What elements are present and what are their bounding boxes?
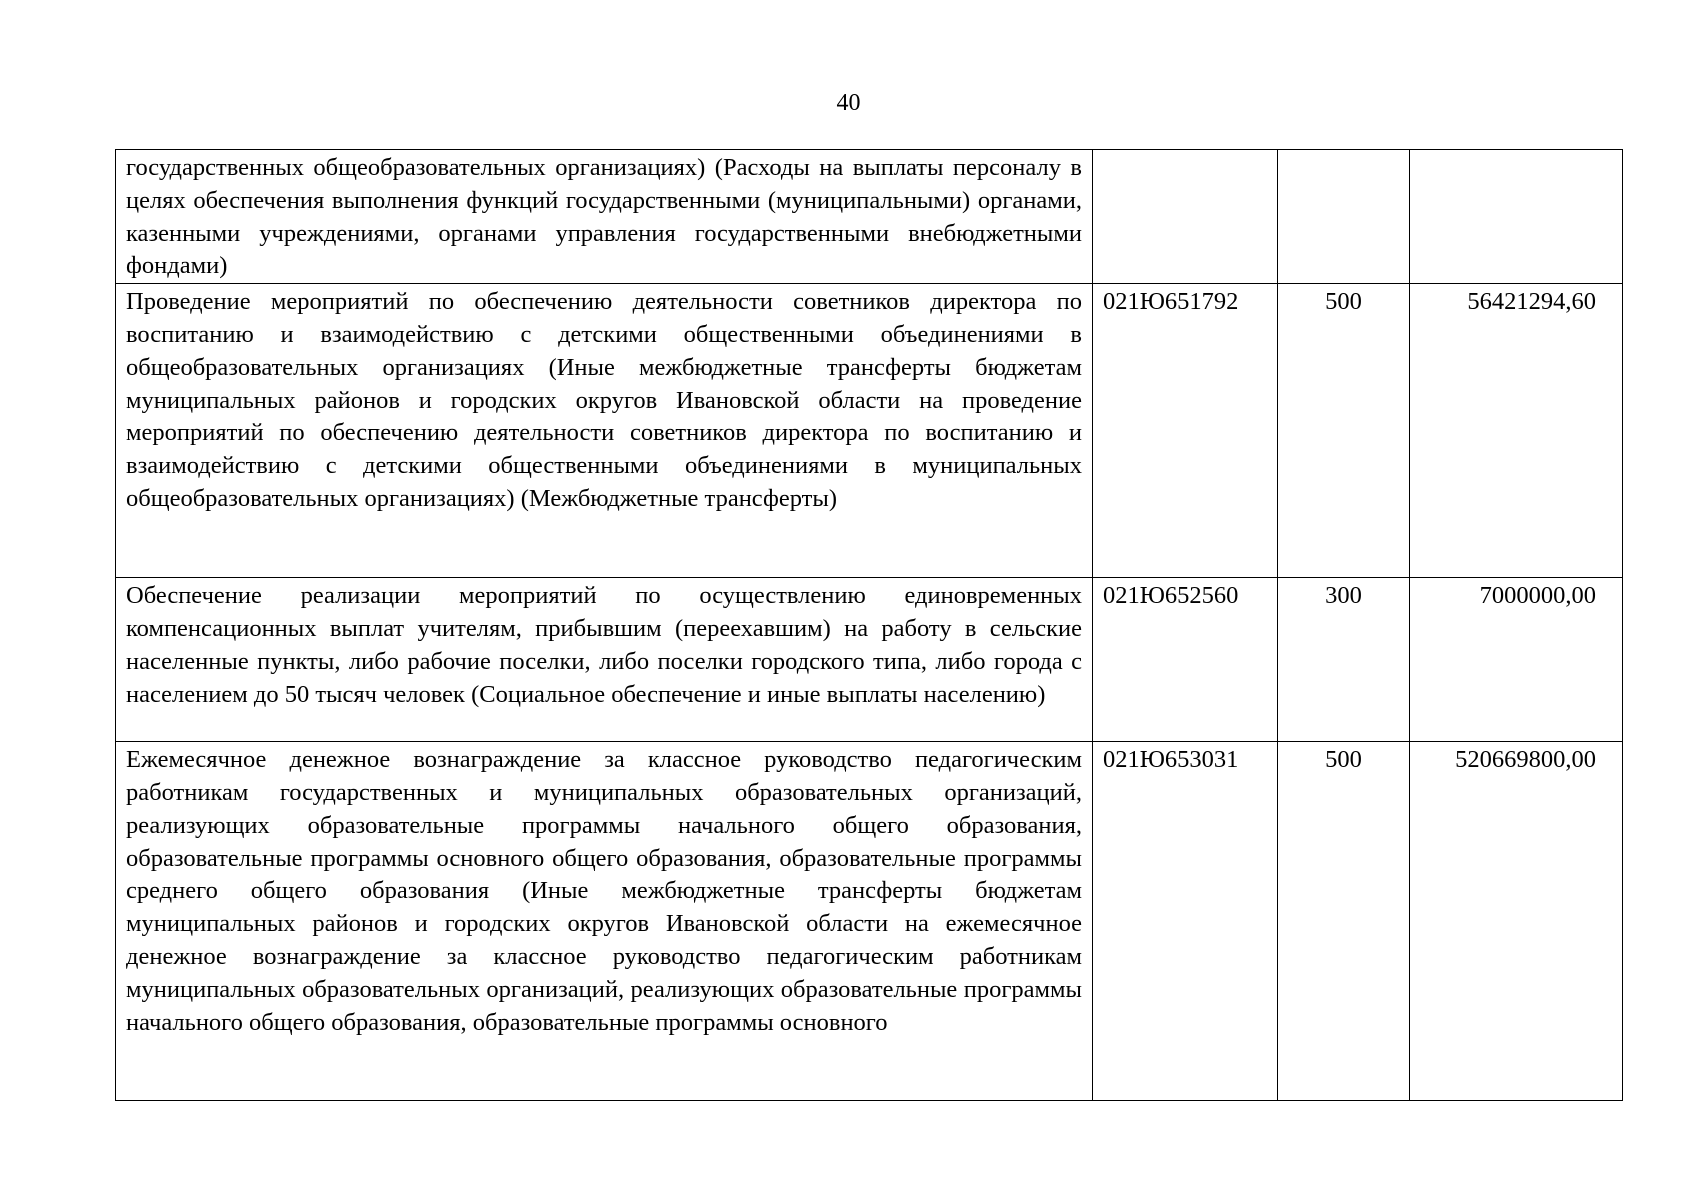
row-description: Проведение мероприятий по обеспечению деятельности советников директора по воспитанию и взаимодействию с детскими общественными объединениями в общеобразовательных организациях (Иные межбюджетные трансферты бюджетам муниципальных районов и городских округов Ивановской области на проведение мероприятий по обеспечению деятельности советников директора по воспитанию и взаимодействию с детскими общественными объединениями в муниципальных общеобразовательных организациях) (Межбюджетные трансферты) [116, 284, 1093, 578]
row-target-code: 021Ю653031 [1093, 742, 1278, 1101]
row-description: Обеспечение реализации мероприятий по осуществлению единовременных компенсационных выплат учителям, прибывшим (переехавшим) на работу в сельские населенные пункты, либо рабочие поселки, либо поселки городского типа, либо города с населением до 50 тысяч человек (Социальное обеспечение и иные выплаты населению) [116, 578, 1093, 742]
row-target-code: 021Ю651792 [1093, 284, 1278, 578]
table-row [116, 150, 1623, 284]
row-expense-type: 500 [1278, 284, 1410, 578]
row-target-code [1093, 150, 1278, 284]
row-amount: 7000000,00 [1410, 578, 1623, 742]
budget-table [115, 149, 1623, 1101]
table-row [116, 742, 1623, 1101]
row-expense-type [1278, 150, 1410, 284]
row-amount: 56421294,60 [1410, 284, 1623, 578]
table-row [116, 578, 1623, 742]
row-amount: 520669800,00 [1410, 742, 1623, 1101]
row-description: Ежемесячное денежное вознаграждение за классное руководство педагогическим работникам государственных и муниципальных образовательных организаций, реализующих образовательные программы начального общего образования, образовательные программы основного общего образования, образовательные программы среднего общего образования (Иные межбюджетные трансферты бюджетам муниципальных районов и городских округов Ивановской области на ежемесячное денежное вознаграждение за классное руководство педагогическим работникам муниципальных образовательных организаций, реализующих образовательные программы начального общего образования, образовательные программы основного [116, 742, 1093, 1101]
row-amount [1410, 150, 1623, 284]
row-expense-type: 300 [1278, 578, 1410, 742]
page-number: 40 [836, 90, 861, 116]
row-expense-type: 500 [1278, 742, 1410, 1101]
row-target-code: 021Ю652560 [1093, 578, 1278, 742]
table-row [116, 284, 1623, 578]
row-description: государственных общеобразовательных организациях) (Расходы на выплаты персоналу в целях обеспечения выполнения функций государственными (муниципальными) органами, казенными учреждениями, органами управления государственными внебюджетными фондами) [116, 150, 1093, 284]
